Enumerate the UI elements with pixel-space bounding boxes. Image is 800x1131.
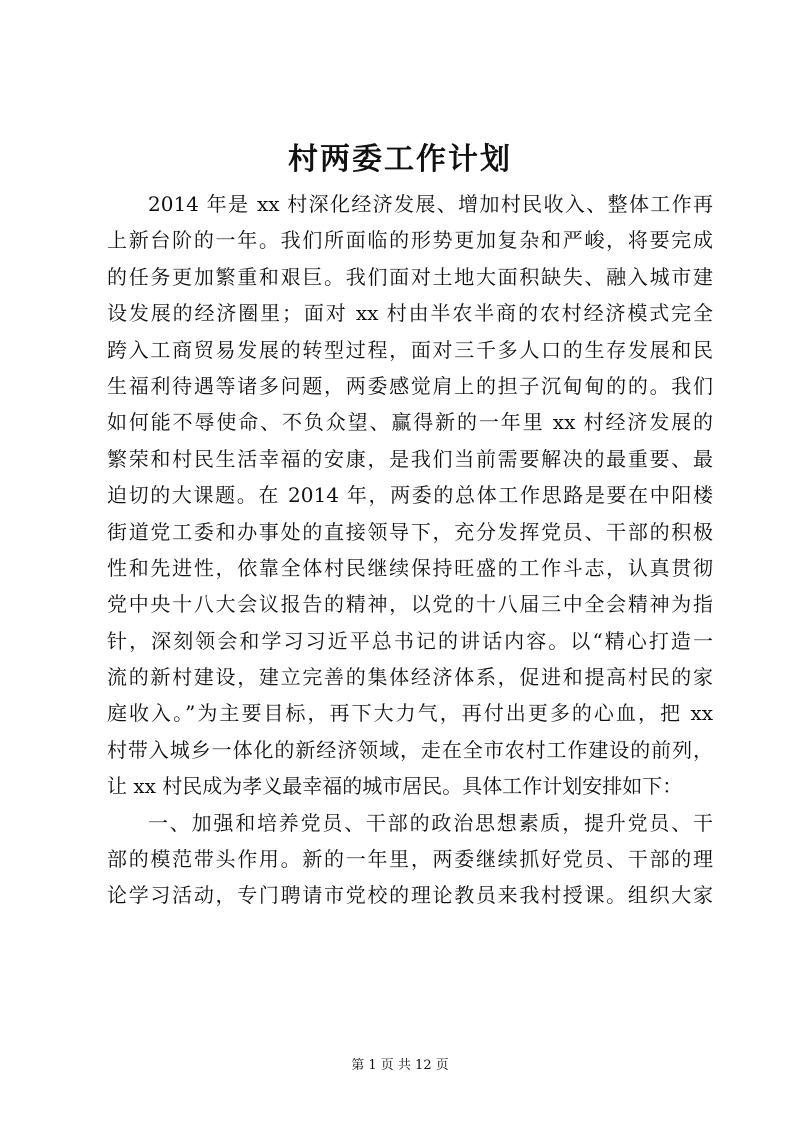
paragraph-line: 村带入城乡一体化的新经济领域，走在全市农村工作建设的前列， [107,737,713,762]
paragraph-line: 的任务更加繁重和艰巨。我们面对土地大面积缺失、融入城市建 [107,264,713,289]
paragraph-line: 一、加强和培养党员、干部的政治思想素质，提升党员、干 [148,810,713,835]
paragraph-line: 让 xx 村民成为孝义最幸福的城市居民。具体工作计划安排如下： [107,774,683,799]
paragraph-line: 如何能不辱使命、不负众望、赢得新的一年里 xx 村经济发展的 [107,410,713,435]
paragraph-line: 跨入工商贸易发展的转型过程，面对三千多人口的生存发展和民 [107,337,713,362]
paragraph-line: 街道党工委和办事处的直接领导下，充分发挥党员、干部的积极 [107,519,713,544]
page-number-footer: 第 1 页 共 12 页 [351,1058,449,1073]
paragraph-line: 设发展的经济圈里；面对 xx 村由半农半商的农村经济模式完全 [107,301,713,326]
paragraph-line: 生福利待遇等诸多问题，两委感觉肩上的担子沉甸甸的的。我们 [107,373,713,398]
document-body [107,186,713,914]
paragraph-line: 上新台阶的一年。我们所面临的形势更加复杂和严峻，将要完成 [107,228,713,253]
paragraph-line: 党中央十八大会议报告的精神，以党的十八届三中全会精神为指 [107,592,713,617]
paragraph-line: 论学习活动，专门聘请市党校的理论教员来我村授课。组织大家 [107,883,713,908]
document-title: 村两委工作计划 [288,142,512,177]
paragraph-line: 迫切的大课题。在 2014 年，两委的总体工作思路是要在中阳楼 [107,483,713,508]
paragraph-line: 性和先进性，依靠全体村民继续保持旺盛的工作斗志，认真贯彻 [107,555,713,580]
paragraph-line: 部的模范带头作用。新的一年里，两委继续抓好党员、干部的理 [107,847,713,872]
paragraph-line: 繁荣和村民生活幸福的安康，是我们当前需要解决的最重要、最 [107,446,713,471]
paragraph-line: 2014 年是 xx 村深化经济发展、增加村民收入、整体工作再 [148,192,713,216]
paragraph-line: 针，深刻领会和学习习近平总书记的讲话内容。以“精心打造一 [107,628,713,653]
paragraph-line: 流的新村建设，建立完善的集体经济体系，促进和提高村民的家 [107,665,713,690]
paragraph-line: 庭收入。”为主要目标，再下大力气，再付出更多的心血，把 xx [107,701,713,726]
